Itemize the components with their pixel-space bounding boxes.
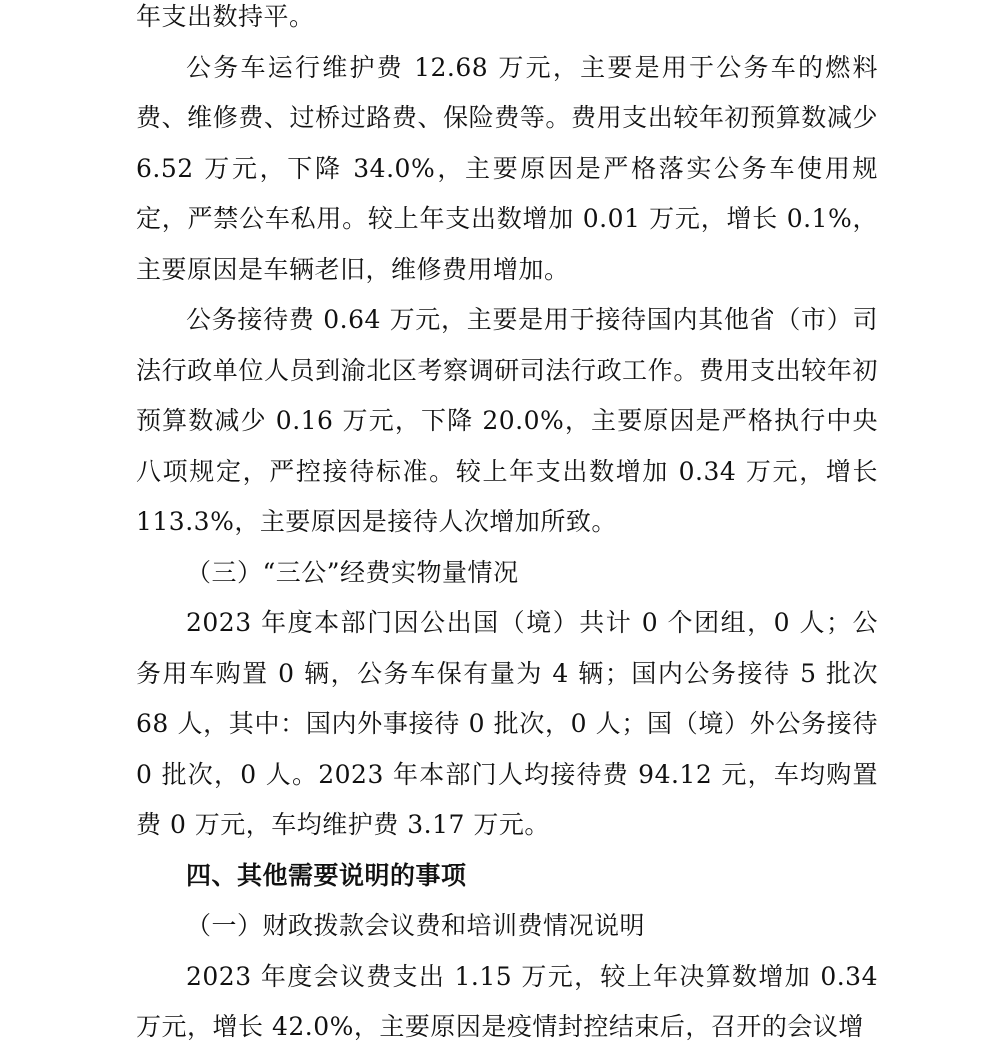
paragraph-continuation: 年支出数持平。: [136, 2, 315, 31]
paragraph-vehicle-maintenance: 公务车运行维护费 12.68 万元，主要是用于公务车的燃料费、维修费、过桥过路费、保险费等。费用支出较年初预算数减少 6.52 万元，下降 34.0%，主要原因是严格落实公务车使用规定，严禁公车私用。较上年支出数增加 0.01 万元，增长 0.1%，主要原因是车辆老旧，维修费用增加。: [136, 52, 878, 284]
section-heading-other-matters: 四、其他需要说明的事项: [186, 860, 467, 890]
paragraph-physical-quantity: 2023 年度本部门因公出国（境）共计 0 个团组，0 人；公务用车购置 0 辆，公务车保有量为 4 辆；国内公务接待 5 批次 68 人，其中：国内外事接待 0 批次，0 人；国（境）外公务接待 0 批次，0 人。2023 年本部门人均接待费 94.12 元，车均购置费 0 万元，车均维护费 3.17 万元。: [136, 608, 878, 839]
subheading-meeting-training: （一）财政拨款会议费和培训费情况说明: [186, 911, 646, 940]
subheading-physical-quantity: （三）“三公”经费实物量情况: [186, 557, 519, 587]
paragraph-reception-expense: 公务接待费 0.64 万元，主要是用于接待国内其他省（市）司法行政单位人员到渝北区考察调研司法行政工作。费用支出较年初预算数减少 0.16 万元，下降 20.0%，主要原因是严格执行中央八项规定，严控接待标准。较上年支出数增加 0.34 万元，增长 113.3%，主要原因是接待人次增加所致。: [136, 305, 878, 536]
document-body: [136, 0, 878, 1043]
paragraph-meeting-expense: 2023 年度会议费支出 1.15 万元，较上年决算数增加 0.34 万元，增长 42.0%，主要原因是疫情封控结束后，召开的会议增: [136, 961, 878, 1041]
